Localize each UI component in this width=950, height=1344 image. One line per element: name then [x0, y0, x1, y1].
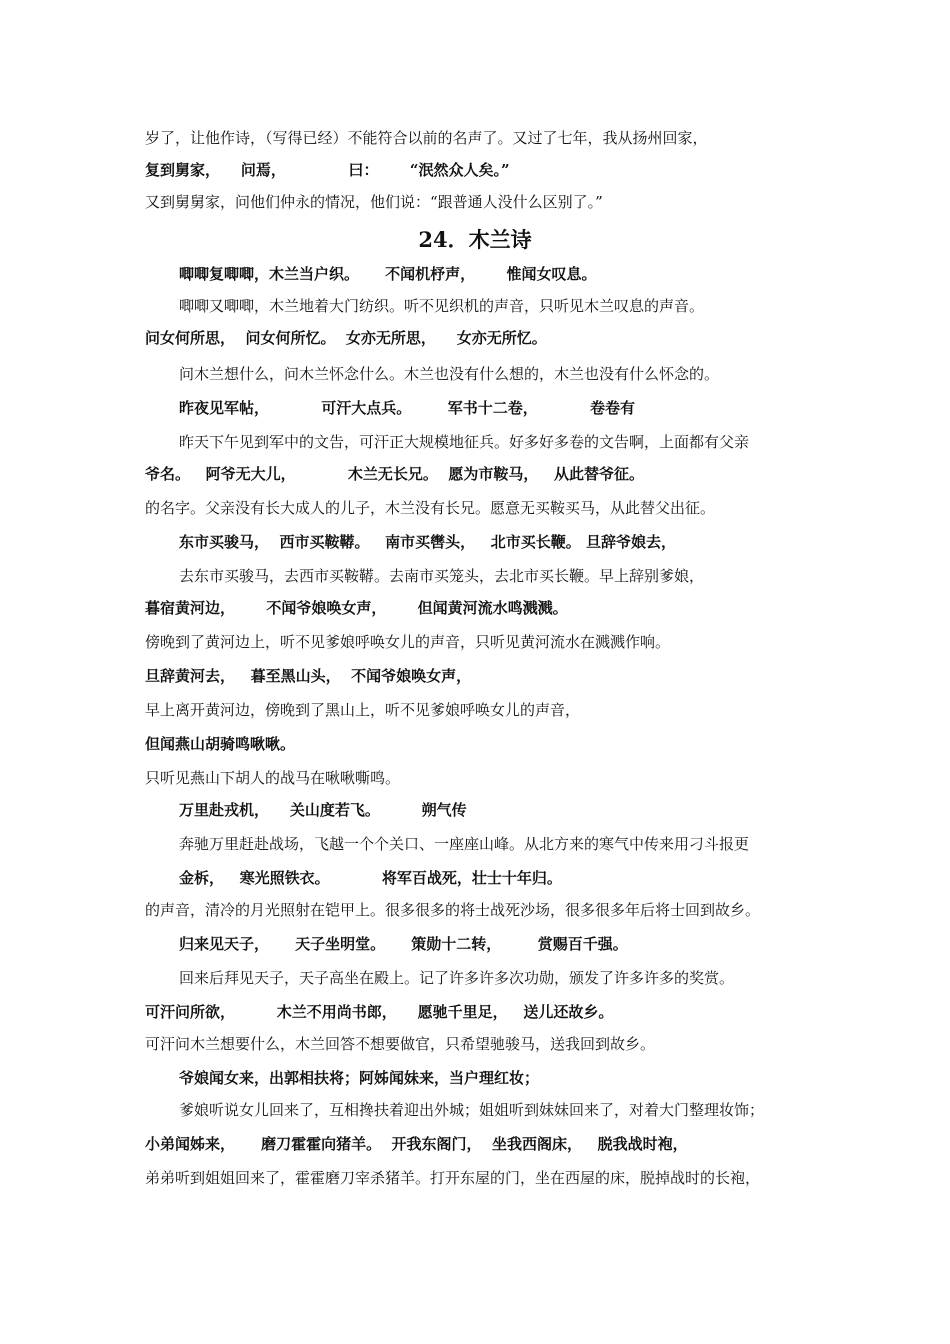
- translation-line: 可汗问木兰想要什么，木兰回答不想要做官，只希望驰骏马，送我回到故乡。: [145, 1035, 656, 1053]
- translation-line: 早上离开黄河边，傍晚到了黑山上，听不见爹娘呼唤女儿的声音，: [145, 701, 581, 719]
- section-title: 24．木兰诗: [418, 227, 532, 252]
- translation-line: 问木兰想什么，问木兰怀念什么。木兰也没有什么想的，木兰也没有什么怀念的。: [179, 365, 720, 383]
- translation-line: 弟弟听到姐姐回来了，霍霍磨刀宰杀猪羊。打开东屋的门，坐在西屋的床，脱掉战时的长袍，: [145, 1169, 761, 1187]
- original-text-line: 问女何所思， 问女何所忆。 女亦无所思， 女亦无所忆。: [145, 329, 547, 347]
- translation-line: 傍晚到了黄河边上，听不见爹娘呼唤女儿的声音，只听见黄河流水在溅溅作响。: [145, 633, 671, 651]
- original-text-line: 金柝， 寒光照铁衣。 将军百战死，壮士十年归。: [179, 869, 562, 887]
- original-text-line: 但闻燕山胡骑鸣啾啾。: [145, 735, 296, 753]
- original-text-line: 暮宿黄河边， 不闻爷娘唤女声， 但闻黄河流水鸣溅溅。: [145, 599, 568, 617]
- original-text-line: 唧唧复唧唧，木兰当户织。 不闻机杼声， 惟闻女叹息。: [179, 265, 597, 283]
- translation-line: 又到舅舅家，问他们仲永的情况，他们说：“跟普通人没什么区别了。”: [145, 193, 603, 211]
- original-text-line: 可汗问所欲， 木兰不用尚书郎， 愿驰千里足， 送儿还故乡。: [145, 1003, 614, 1021]
- translation-line: 回来后拜见天子，天子高坐在殿上。记了许多许多次功勋，颁发了许多许多的奖赏。: [179, 969, 735, 987]
- translation-line: 的声音，清冷的月光照射在铠甲上。很多很多的将士战死沙场，很多很多年后将士回到故乡。: [145, 901, 761, 919]
- original-text-line: 旦辞黄河去， 暮至黑山头， 不闻爷娘唤女声，: [145, 667, 472, 685]
- translation-line: 奔驰万里赶赴战场，飞越一个个关口、一座座山峰。从北方来的寒气中传来用刁斗报更: [179, 835, 750, 853]
- translation-line: 唧唧又唧唧，木兰地着大门纺织。听不见织机的声音，只听见木兰叹息的声音。: [179, 297, 705, 315]
- translation-line: 岁了，让他作诗，（写得已经）不能符合以前的名声了。又过了七年，我从扬州回家，: [145, 129, 708, 147]
- original-text-line: 东市买骏马， 西市买鞍鞯。 南市买辔头， 北市买长鞭。 旦辞爷娘去，: [179, 533, 677, 551]
- translation-line: 的名字。父亲没有长大成人的儿子，木兰没有长兄。愿意无买鞍买马，从此替父出征。: [145, 499, 716, 517]
- original-text-line: 小弟闻姊来， 磨刀霍霍向猪羊。 开我东阁门， 坐我西阁床， 脱我战时袍，: [145, 1135, 688, 1153]
- original-text-line: 爷名。 阿爷无大儿， 木兰无长兄。 愿为市鞍马， 从此替爷征。: [145, 465, 645, 483]
- original-text-line: 爷娘闻女来，出郭相扶将；阿姊闻妹来，当户理红妆；: [179, 1069, 540, 1087]
- original-text-line: 复到舅家， 问焉， 曰： “泯然众人矣。”: [145, 161, 510, 179]
- translation-line: 只听见燕山下胡人的战马在啾啾嘶鸣。: [145, 769, 401, 787]
- translation-line: 爹娘听说女儿回来了，互相搀扶着迎出外城；姐姐听到妹妹回来了，对着大门整理妆饰；: [179, 1101, 765, 1119]
- original-text-line: 万里赴戎机， 关山度若飞。 朔气传: [179, 801, 467, 819]
- original-text-line: 归来见天子， 天子坐明堂。 策勋十二转， 赏赐百千强。: [179, 935, 628, 953]
- translation-line: 去东市买骏马，去西市买鞍鞯。去南市买笼头，去北市买长鞭。早上辞别爹娘，: [179, 567, 705, 585]
- original-text-line: 昨夜见军帖， 可汗大点兵。 军书十二卷， 卷卷有: [179, 399, 636, 417]
- translation-line: 昨天下午见到军中的文告，可汗正大规模地征兵。好多好多卷的文告啊，上面都有父亲: [179, 433, 750, 451]
